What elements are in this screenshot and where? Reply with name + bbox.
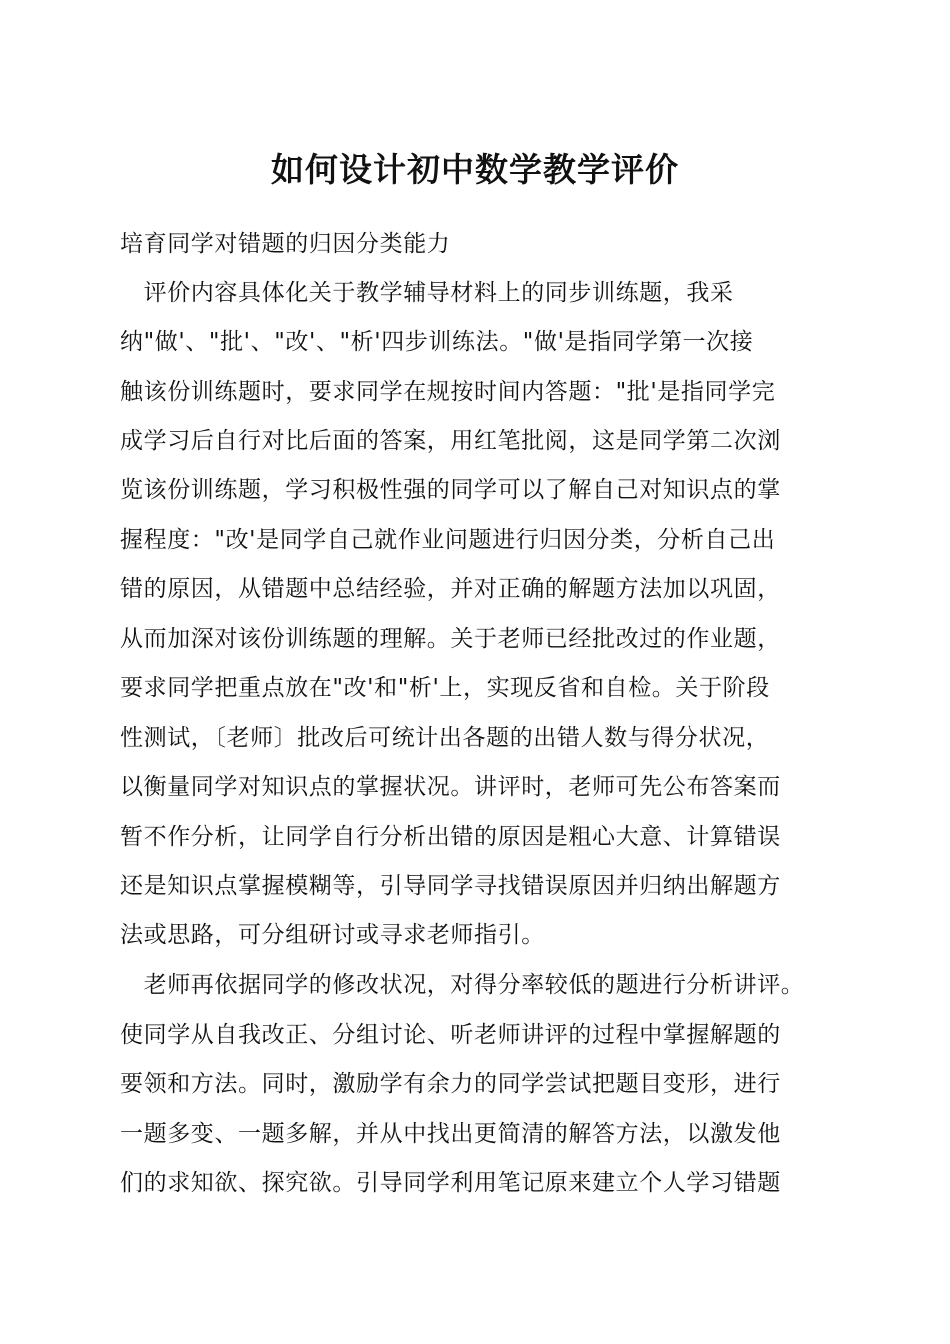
body-text-line: 暂不作分析，让同学自行分析出错的原因是粗心大意、计算错误: [120, 824, 781, 850]
section-heading: 培育同学对错题的归因分类能力: [120, 231, 451, 257]
body-text-line: 们的求知欲、探究欲。引导同学利用笔记原来建立个人学习错题: [120, 1170, 781, 1196]
body-text-line: 成学习后自行对比后面的答案，用红笔批阅，这是同学第二次浏: [120, 428, 781, 454]
body-text-line: 法或思路，可分组研讨或寻求老师指引。: [120, 922, 545, 948]
body-text-line: 使同学从自我改正、分组讨论、听老师讲评的过程中掌握解题的: [120, 1022, 781, 1048]
body-text-line: 览该份训练题，学习积极性强的同学可以了解自己对知识点的掌: [120, 477, 781, 503]
body-text-line: 以衡量同学对知识点的掌握状况。讲评时，老师可先公布答案而: [120, 774, 781, 800]
body-text-line: 还是知识点掌握模糊等，引导同学寻找错误原因并归纳出解题方: [120, 873, 781, 899]
body-text-line: 要求同学把重点放在"改'和"析'上，实现反省和自检。关于阶段: [120, 675, 770, 701]
body-text-line: 触该份训练题时，要求同学在规按时间内答题："批'是指同学完: [120, 379, 776, 405]
body-text-line: 从而加深对该份训练题的理解。关于老师已经批改过的作业题，: [120, 626, 781, 652]
body-text-line: 纳"做'、"批'、"改'、"析'四步训练法。"做'是指同学第一次接: [120, 329, 754, 355]
body-text-line: 错的原因，从错题中总结经验，并对正确的解题方法加以巩固，: [120, 576, 781, 602]
body-text-line: 老师再依据同学的修改状况，对得分率较低的题进行分析讲评。: [120, 972, 805, 998]
page-title: 如何设计初中数学教学评价: [271, 150, 679, 189]
body-text-line: 握程度："改'是同学自己就作业问题进行归因分类，分析自己出: [120, 527, 776, 553]
body-text-line: 性测试，〔老师〕批改后可统计出各题的出错人数与得分状况，: [120, 725, 770, 751]
body-text-line: 评价内容具体化关于教学辅导材料上的同步训练题，我采: [120, 280, 734, 306]
body-text-line: 一题多变、一题多解，并从中找出更简清的解答方法，以激发他: [120, 1121, 781, 1147]
body-text-line: 要领和方法。同时，激励学有余力的同学尝试把题目变形，进行: [120, 1071, 781, 1097]
